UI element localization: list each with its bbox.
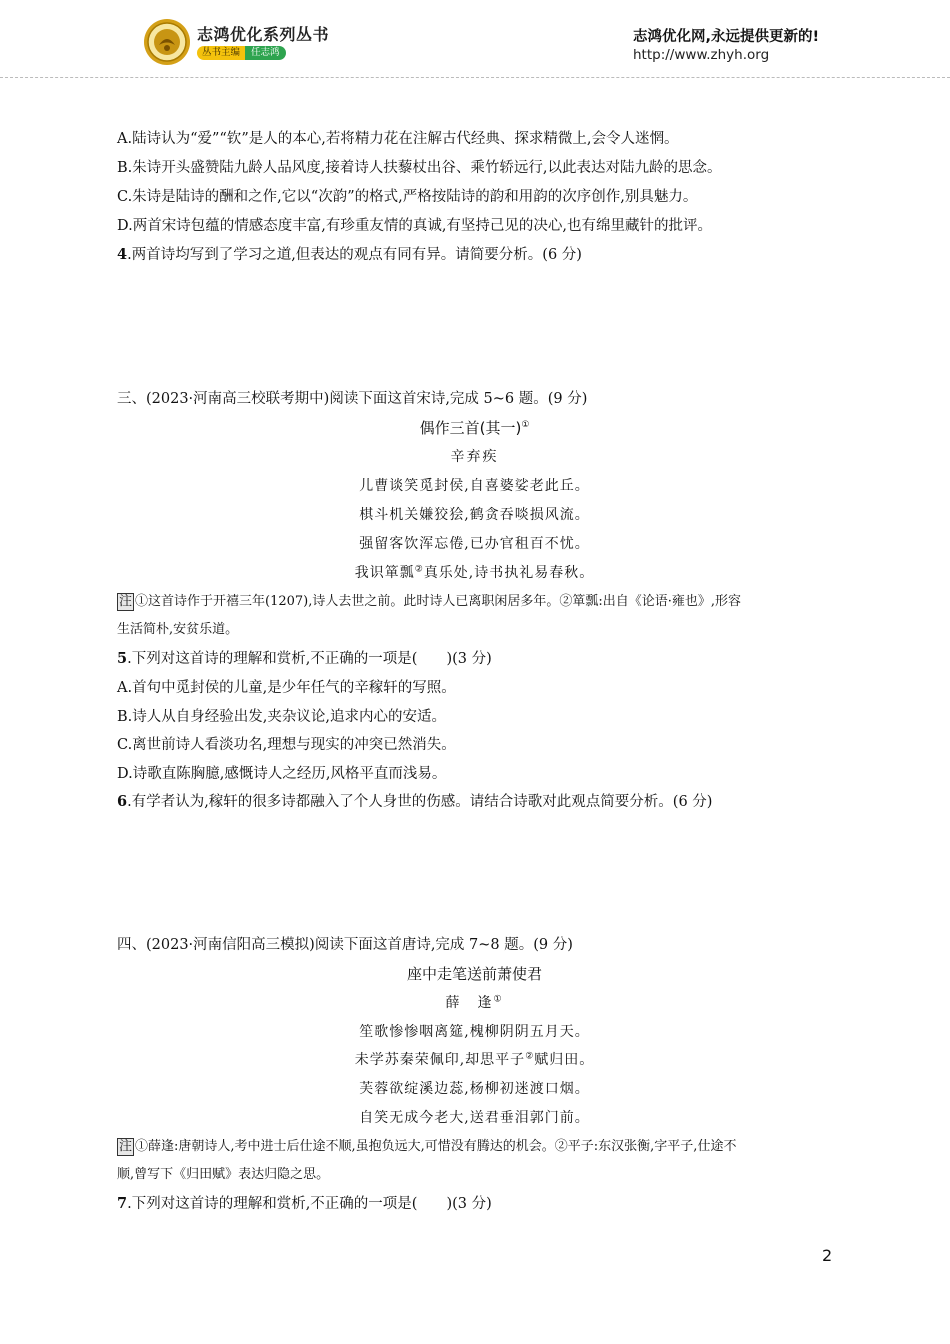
poem-title-text: 偶作三首(其一) <box>419 419 522 437</box>
section-4-heading: 四、(2023·河南信阳高三模拟)阅读下面这首唐诗,完成 7~8 题。(9 分) <box>117 937 573 953</box>
footnote-ref: ① <box>493 994 504 1005</box>
q5-option-a: A.首句中觅封侯的儿童,是少年任气的辛稼轩的写照。 <box>117 680 456 696</box>
series-title: 志鸿优化系列丛书 <box>197 25 330 44</box>
header-right <box>633 28 819 64</box>
note-text: ①这首诗作于开禧三年(1207),诗人去世之前。此时诗人已离职闲居多年。②箪瓢:出自《论语·雍也》,形容 <box>135 594 742 609</box>
question-5 <box>117 648 492 670</box>
section-3-heading: 三、(2023·河南高三校联考期中)阅读下面这首宋诗,完成 5~6 题。(9 分) <box>117 391 588 407</box>
page-number: 2 <box>822 1246 833 1265</box>
question-7 <box>117 1193 492 1215</box>
question-text: .有学者认为,稼轩的很多诗都融入了个人身世的伤感。请结合诗歌对此观点简要分析。(6 分) <box>127 794 713 810</box>
question-number: 7 <box>117 1195 128 1212</box>
note-text: ①薛逢:唐朝诗人,考中进士后仕途不顺,虽抱负远大,可惜没有腾达的机会。②平子:东汉张衡,字平子,仕途不 <box>135 1139 737 1154</box>
question-text: .两首诗均写到了学习之道,但表达的观点有同有异。请简要分析。(6 分) <box>127 247 582 263</box>
footnote-ref: ① <box>521 420 530 430</box>
poem-line-part: 未学苏秦荣佩印,却思平子 <box>354 1052 526 1068</box>
footnote-ref: ② <box>525 1051 535 1062</box>
footnote-ref: ② <box>414 564 424 575</box>
editor-label: 丛书主编 <box>197 46 245 60</box>
question-number: 6 <box>117 793 128 810</box>
q3-option-a: A.陆诗认为“爱”“钦”是人的本心,若将精力花在注解古代经典、探求精微上,会令人迷惘。 <box>117 131 679 147</box>
question-text: .下列对这首诗的理解和赏析,不正确的一项是( )(3 分) <box>127 651 492 667</box>
poem-author <box>117 992 832 1014</box>
editor-name: 任志鸿 <box>245 46 286 60</box>
poem-line <box>117 1049 832 1071</box>
poem-author-text: 薛 逢 <box>445 995 494 1011</box>
poem-line-part: 我识箪瓢 <box>354 565 415 581</box>
poem-line-part: 赋归田。 <box>534 1052 595 1068</box>
poem-line: 自笑无成今老大,送君垂泪郭门前。 <box>359 1110 590 1126</box>
q5-option-d: D.诗歌直陈胸臆,感慨诗人之经历,风格平直而浅易。 <box>117 766 447 782</box>
poem-title <box>117 417 832 439</box>
question-number: 4 <box>117 246 128 263</box>
page-header <box>0 0 950 80</box>
question-4 <box>117 244 582 266</box>
q3-option-b: B.朱诗开头盛赞陆九龄人品风度,接着诗人扶藜杖出谷、乘竹轿远行,以此表达对陆九龄的思念。 <box>117 160 722 176</box>
note-label-box: 注 <box>119 1139 133 1154</box>
poem-author: 辛弃疾 <box>450 449 499 465</box>
header-divider <box>0 77 950 78</box>
q5-option-c: C.离世前诗人看淡功名,理想与现实的冲突已然消失。 <box>117 737 456 753</box>
poem-line <box>117 562 832 584</box>
poem-note <box>117 1136 736 1158</box>
q3-option-c: C.朱诗是陆诗的酬和之作,它以“次韵”的格式,严格按陆诗的韵和用韵的次序创作,别具魅力。 <box>117 189 698 205</box>
q5-option-b: B.诗人从自身经验出发,夹杂议论,追求内心的安适。 <box>117 709 446 725</box>
poem-line: 儿曹谈笑觅封侯,自喜婆娑老此丘。 <box>359 478 590 494</box>
q3-option-d: D.两首宋诗包蕴的情感态度丰富,有珍重友情的真诚,有坚持己见的决心,也有绵里藏针的批评。 <box>117 218 713 234</box>
poem-title: 座中走笔送前萧使君 <box>406 965 542 983</box>
poem-line-part: 真乐处,诗书执礼易春秋。 <box>423 565 595 581</box>
publisher-seal-logo <box>143 18 191 66</box>
poem-line: 棋斗机关嫌狡狯,鹤贪吞啖损风流。 <box>359 507 590 523</box>
poem-line: 笙歌惨惨咽离筵,槐柳阴阴五月天。 <box>359 1024 590 1040</box>
question-text: .下列对这首诗的理解和赏析,不正确的一项是( )(3 分) <box>127 1196 492 1212</box>
editor-badge <box>197 46 286 60</box>
note-label-box: 注 <box>119 594 133 609</box>
poem-note <box>117 591 741 613</box>
question-number: 5 <box>117 650 128 667</box>
question-6 <box>117 791 712 813</box>
poem-line: 强留客饮浑忘倦,已办官租百不忧。 <box>359 536 590 552</box>
website-link[interactable]: http://www.zhyh.org <box>633 47 770 63</box>
poem-note-continued: 生活简朴,安贫乐道。 <box>117 622 239 637</box>
slogan: 志鸿优化网,永远提供更新的! <box>633 29 820 45</box>
poem-line: 芙蓉欲绽溪边蕊,杨柳初迷渡口烟。 <box>359 1081 590 1097</box>
poem-note-continued: 顺,曾写下《归田赋》表达归隐之思。 <box>117 1167 330 1182</box>
